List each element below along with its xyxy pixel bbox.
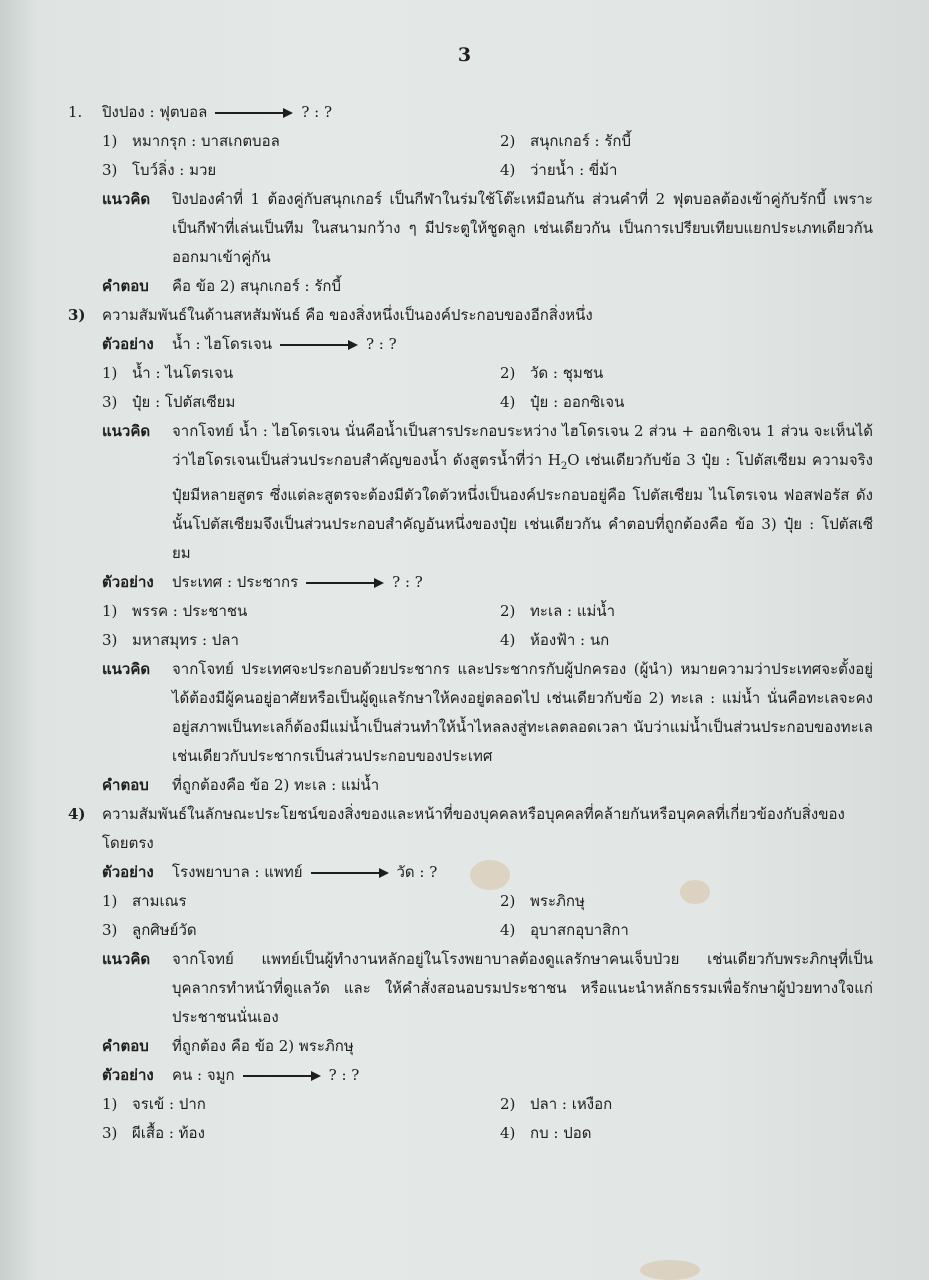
option-number: 1): [102, 1095, 118, 1113]
option-number: 2): [500, 364, 516, 382]
subscript: 2: [560, 461, 568, 472]
option-number: 3): [102, 161, 118, 179]
option-3: [102, 916, 500, 945]
answer-label: คำตอบ: [102, 776, 149, 794]
option-text: ทะเล : แม่น้ำ: [530, 602, 616, 620]
answer-row: [68, 771, 873, 800]
option-3: [102, 156, 500, 185]
question-1: [68, 98, 873, 127]
example-label: ตัวอย่าง: [102, 573, 154, 591]
option-1: [102, 127, 500, 156]
answer-label: คำตอบ: [102, 1037, 149, 1055]
concept-block: [68, 417, 873, 568]
concept-label: แนวคิด: [102, 422, 151, 440]
option-text: สนุกเกอร์ : รักบี้: [530, 132, 632, 150]
section-4-heading: [68, 800, 873, 858]
options-grid: [102, 359, 873, 417]
option-text: พระภิกษุ: [530, 892, 585, 910]
concept-text: [172, 417, 873, 568]
option-text: ว่ายน้ำ : ขี่ม้า: [530, 161, 618, 179]
page-content: [68, 98, 873, 1148]
option-number: 1): [102, 892, 118, 910]
option-number: 3): [102, 631, 118, 649]
blank-text: วัด : ?: [396, 863, 438, 881]
arrow-icon: [280, 340, 358, 350]
option-text: วัด : ชุมชน: [530, 364, 604, 382]
example-stem: [172, 568, 423, 597]
option-2: [500, 1090, 870, 1119]
option-1: [102, 887, 500, 916]
option-number: 1): [102, 132, 118, 150]
option-number: 2): [500, 602, 516, 620]
option-1: [102, 1090, 500, 1119]
concept-block: [68, 185, 873, 272]
stem-text: ประเทศ : ประชากร: [172, 573, 299, 591]
option-text: ปุ๋ย : โปตัสเซียม: [132, 393, 236, 411]
concept-text-part: O เช่นเดียวกับข้อ 3 ปุ๋ย : โปตัสเซียม ความจริงปุ๋ยมีหลายสูตร ซึ่งแต่ละสูตรจะต้องมีตัวใดตัวหนึ่งเป็นองค์ประกอบอยู่คือ โปตัสเซียม ไนโตรเจน ฟอสฟอรัส ดังนั้นโปตัสเซียมจึงเป็นส่วนประกอบสำคัญอันหนึ่งของปุ๋ย เช่นเดียวกัน คำตอบที่ถูกต้องคือ ข้อ 3) ปุ๋ย : โปตัสเซียม: [172, 451, 873, 562]
option-number: 4): [500, 161, 516, 179]
answer-row: [68, 1032, 873, 1061]
arrow-icon: [243, 1071, 321, 1081]
concept-text: จากโจทย์ แพทย์เป็นผู้ทำงานหลักอยู่ในโรงพยาบาลต้องดูแลรักษาคนเจ็บป่วย เช่นเดียวกับพระภิกษุที่เป็นบุคลากรทำหน้าที่ดูแลวัด และ ให้คำสั่งสอนอบรมประชาชน หรือแนะนำหลักธรรมเพื่อรักษาผู้ป่วยทางใจแก่ประชาชนนั่นเอง: [172, 950, 873, 1026]
option-3: [102, 388, 500, 417]
option-text: ห้องฟ้า : นก: [530, 631, 610, 649]
stem-text: คน : จมูก: [172, 1066, 235, 1084]
example-stem: [172, 1061, 359, 1090]
option-text: สามเณร: [132, 892, 187, 910]
example-row: [68, 858, 873, 887]
concept-block: [68, 945, 873, 1032]
blank-text: ? : ?: [328, 1066, 360, 1084]
section-number: 3): [68, 306, 86, 324]
example-stem: [172, 858, 437, 887]
option-text: น้ำ : ไนโตรเจน: [132, 364, 234, 382]
option-4: [500, 626, 870, 655]
answer-text: ที่ถูกต้อง คือ ข้อ 2) พระภิกษุ: [172, 1037, 354, 1055]
option-3: [102, 1119, 500, 1148]
question-number: 1.: [68, 103, 83, 121]
option-text: ลูกศิษย์วัด: [132, 921, 197, 939]
example-stem: [172, 330, 397, 359]
option-1: [102, 597, 500, 626]
example-label: ตัวอย่าง: [102, 863, 154, 881]
concept-label: แนวคิด: [102, 950, 151, 968]
option-number: 3): [102, 921, 118, 939]
option-text: ปุ๋ย : ออกซิเจน: [530, 393, 625, 411]
concept-text: จากโจทย์ ประเทศจะประกอบด้วยประชากร และประชากรกับผู้ปกครอง (ผู้นำ) หมายความว่าประเทศจะตั้งอยู่ได้ต้องมีผู้คนอยู่อาศัยหรือเป็นผู้ดูแลรักษาให้คงอยู่ตลอดไป เช่นเดียวกับข้อ 2) ทะเล : แม่น้ำ นั่นคือทะเลจะคงอยู่สภาพเป็นทะเลก็ต้องมีแม่น้ำเป็นส่วนทำให้น้ำไหลลงสู่ทะเลตลอดเวลา นับว่าแม่น้ำเป็นส่วนประกอบของทะเล เช่นเดียวกับประชากรเป็นส่วนประกอบของประเทศ: [172, 660, 873, 765]
option-text: หมากรุก : บาสเกตบอล: [132, 132, 280, 150]
option-number: 2): [500, 892, 516, 910]
option-2: [500, 887, 870, 916]
option-text: ผีเสื้อ : ท้อง: [132, 1124, 205, 1142]
concept-text: ปิงปองคำที่ 1 ต้องคู่กับสนุกเกอร์ เป็นกีฬาในร่มใช้โต๊ะเหมือนกัน ส่วนคำที่ 2 ฟุตบอลต้องเข้าคู่กับรักบี้ เพราะเป็นกีฬาที่เล่นเป็นทีม ในสนามกว้าง ๆ มีประตูให้ชูดลูก เช่นเดียวกัน เป็นการเปรียบเทียบแยกประเภทเดียวกันออกมาเข้าคู่กัน: [172, 190, 873, 266]
option-number: 3): [102, 393, 118, 411]
option-text: โบว์ลิ่ง : มวย: [132, 161, 217, 179]
options-grid: [102, 887, 873, 945]
question-stem: [102, 98, 332, 127]
answer-label: คำตอบ: [102, 277, 149, 295]
page-number: 3: [457, 44, 472, 66]
option-number: 4): [500, 921, 516, 939]
section-title: ความสัมพันธ์ในลักษณะประโยชน์ของสิ่งของและหน้าที่ของบุคคลหรือบุคคลที่คล้ายกันหรือบุคคลที่เกี่ยวข้องกับสิ่งของโดยตรง: [102, 805, 845, 852]
section-number: 4): [68, 805, 86, 823]
option-number: 1): [102, 602, 118, 620]
stem-text: โรงพยาบาล : แพทย์: [172, 863, 303, 881]
stem-text: น้ำ : ไฮโดรเจน: [172, 335, 272, 353]
concept-label: แนวคิด: [102, 190, 151, 208]
options-grid: [102, 127, 873, 185]
section-3-heading: [68, 301, 873, 330]
example-row: [68, 568, 873, 597]
example-row: [68, 330, 873, 359]
option-2: [500, 597, 870, 626]
answer-text: ที่ถูกต้องคือ ข้อ 2) ทะเล : แม่น้ำ: [172, 776, 380, 794]
option-text: อุบาสกอุบาสิกา: [530, 921, 629, 939]
option-number: 4): [500, 393, 516, 411]
answer-row: [68, 272, 873, 301]
example-label: ตัวอย่าง: [102, 1066, 154, 1084]
blank-text: ? : ?: [301, 103, 333, 121]
arrow-icon: [215, 108, 293, 118]
option-number: 2): [500, 1095, 516, 1113]
option-text: พรรค : ประชาชน: [132, 602, 248, 620]
option-number: 3): [102, 1124, 118, 1142]
option-text: กบ : ปอด: [530, 1124, 592, 1142]
example-label: ตัวอย่าง: [102, 335, 154, 353]
options-grid: [102, 597, 873, 655]
arrow-icon: [306, 578, 384, 588]
paper-stain: [640, 1260, 700, 1280]
answer-text: คือ ข้อ 2) สนุกเกอร์ : รักบี้: [172, 277, 342, 295]
option-3: [102, 626, 500, 655]
option-text: ปลา : เหงือก: [530, 1095, 613, 1113]
option-1: [102, 359, 500, 388]
option-text: มหาสมุทร : ปลา: [132, 631, 239, 649]
option-text: จรเข้ : ปาก: [132, 1095, 206, 1113]
option-4: [500, 1119, 870, 1148]
option-number: 1): [102, 364, 118, 382]
option-2: [500, 127, 870, 156]
option-number: 4): [500, 1124, 516, 1142]
option-number: 4): [500, 631, 516, 649]
example-row: [68, 1061, 873, 1090]
option-4: [500, 916, 870, 945]
section-title: ความสัมพันธ์ในด้านสหสัมพันธ์ คือ ของสิ่งหนึ่งเป็นองค์ประกอบของอีกสิ่งหนึ่ง: [102, 306, 593, 324]
concept-block: [68, 655, 873, 771]
options-grid: [102, 1090, 873, 1148]
option-4: [500, 388, 870, 417]
option-number: 2): [500, 132, 516, 150]
concept-label: แนวคิด: [102, 660, 151, 678]
stem-text: ปิงปอง : ฟุตบอล: [102, 103, 208, 121]
blank-text: ? : ?: [392, 573, 423, 591]
arrow-icon: [311, 868, 389, 878]
blank-text: ? : ?: [366, 335, 397, 353]
option-4: [500, 156, 870, 185]
option-2: [500, 359, 870, 388]
concept-text-part: จากโจทย์ น้ำ : ไฮโดรเจน นั่นคือน้ำเป็นสารประกอบระหว่าง ไฮโดรเจน 2 ส่วน + ออกซิเจน 1 ส่วน จะเห็นได้ว่าไฮโดรเจนเป็นส่วนประกอบสำคัญของน้ำ ดังสูตรน้ำที่ว่า H: [172, 422, 873, 469]
